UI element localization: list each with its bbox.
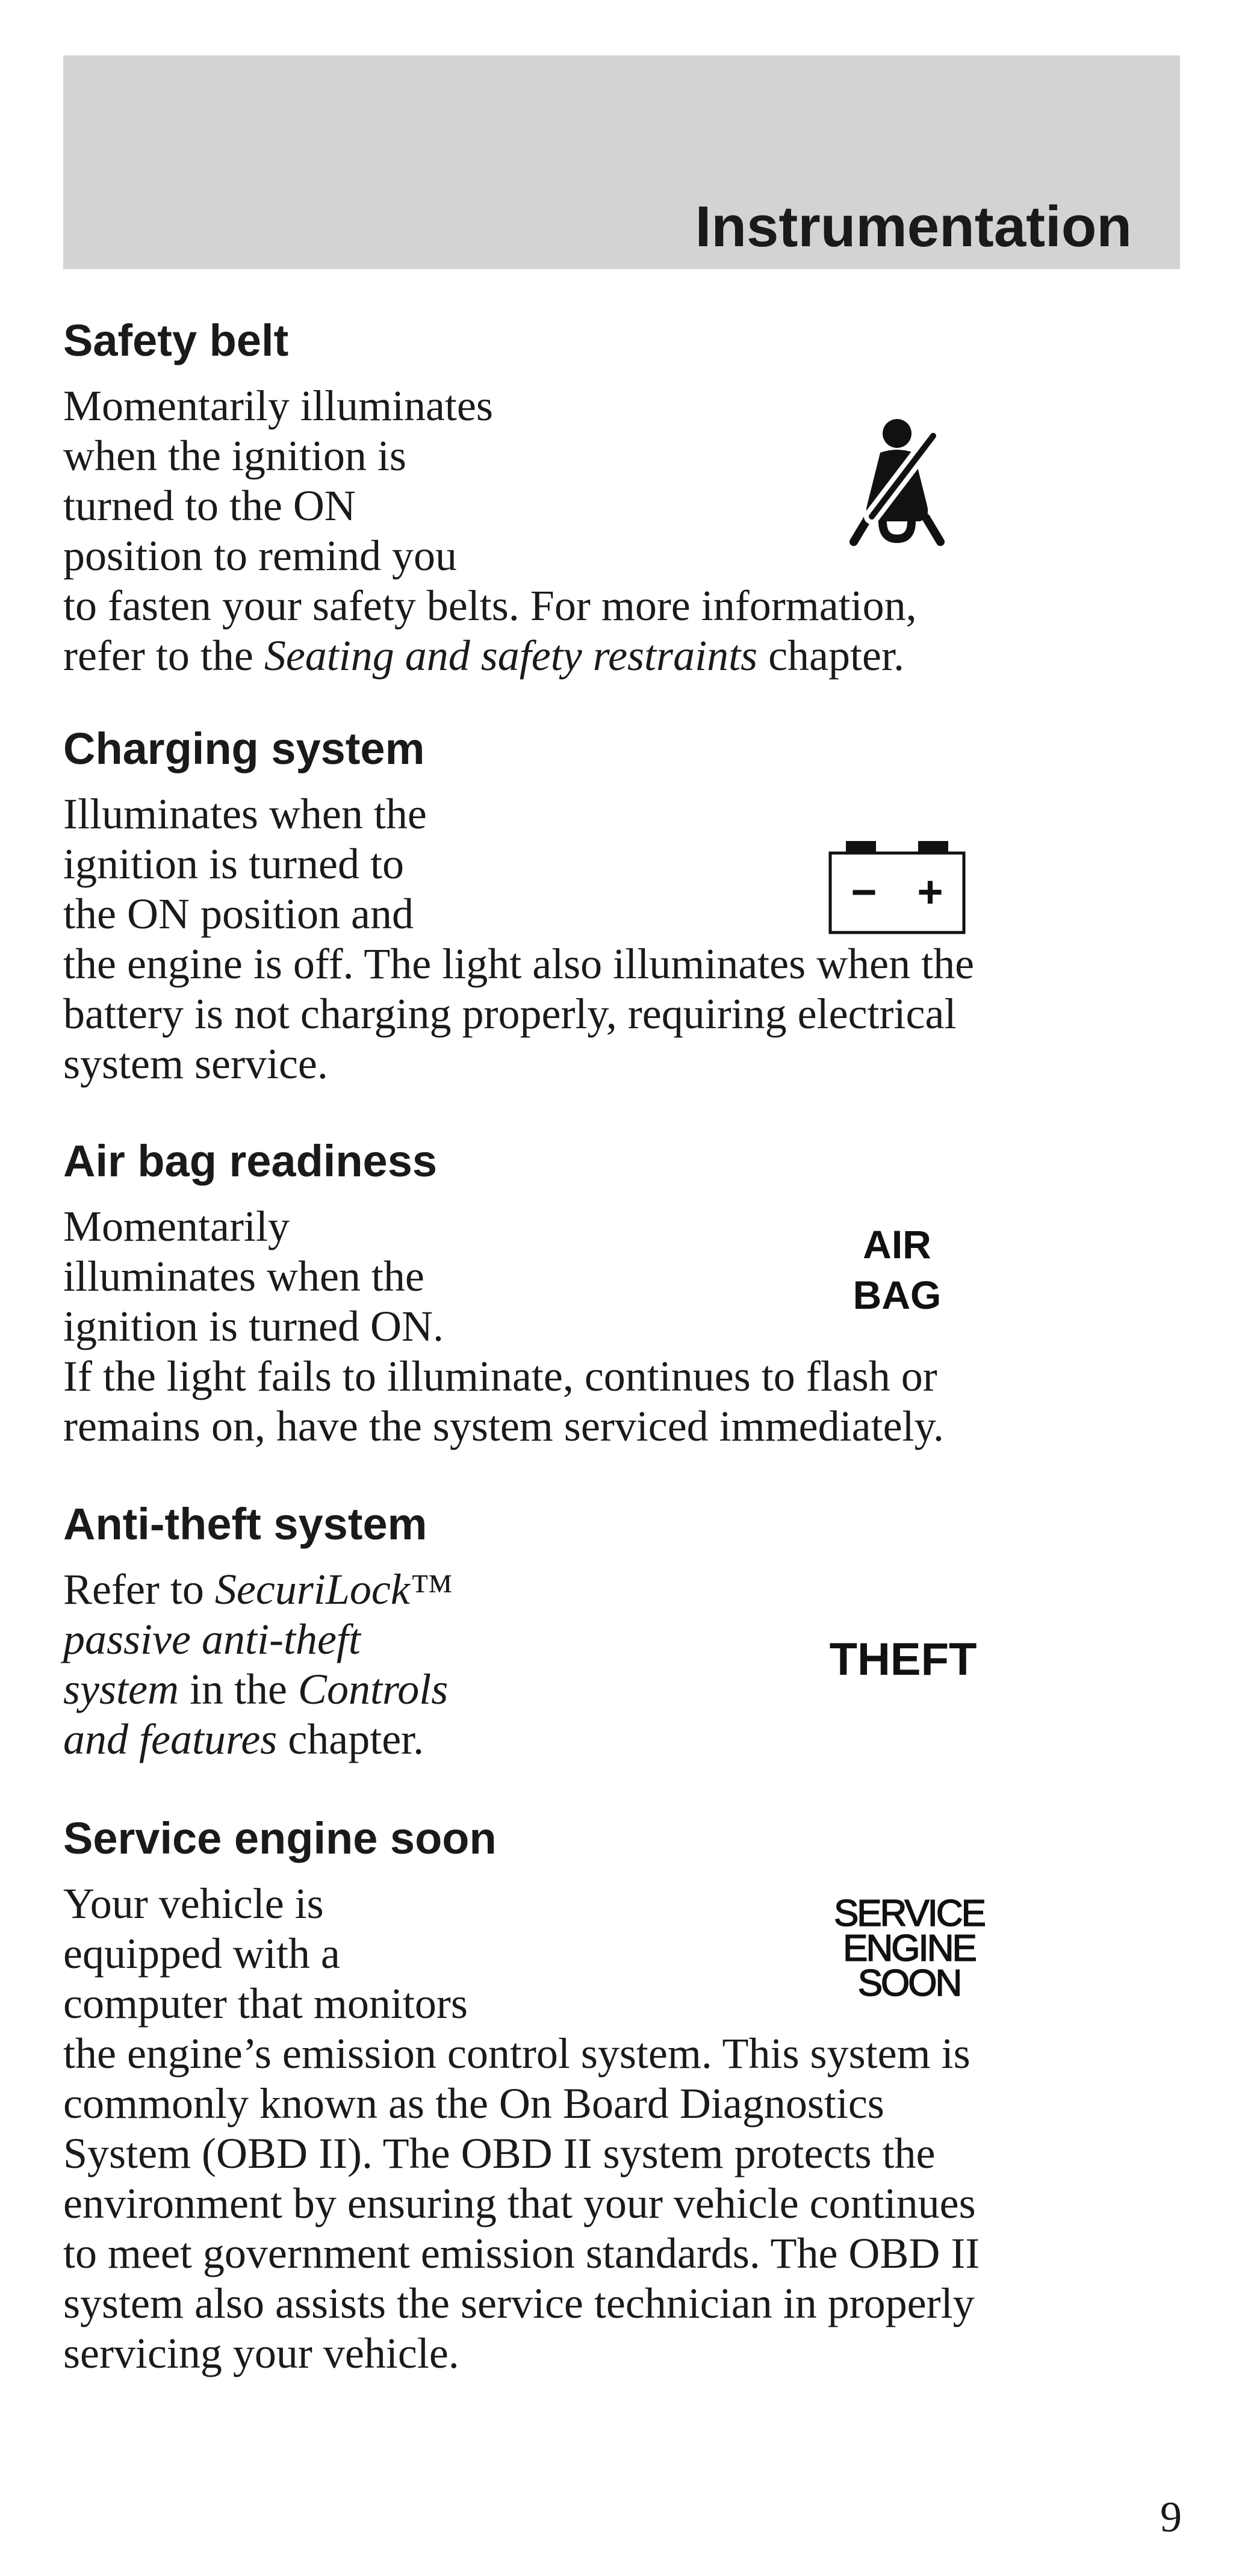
text-line [63,1565,1183,1615]
air-bag-indicator [831,1219,963,1320]
section-body [63,381,1183,681]
text-line [63,1665,1183,1715]
page-title: Instrumentation [695,194,1132,259]
service-engine-indicator [801,1893,1017,2004]
seatbelt-icon [843,415,951,548]
text-line [63,1715,1183,1764]
text-line: to fasten your safety belts. For more information, [63,581,917,630]
text-line: the ON position and [63,889,414,938]
text-line: Illuminates when the [63,789,427,838]
text-line: commonly known as the On Board Diagnostics [63,2079,884,2128]
section-anti-theft [63,1498,1183,1764]
text-fragment: refer to the [63,631,264,680]
section-body [63,1565,1183,1764]
section-title: Anti-theft system [63,1499,427,1549]
section-safety-belt [63,314,1183,681]
text-line: position to remind you [63,531,457,580]
text-line: servicing your vehicle. [63,2329,459,2377]
page-header [63,55,1180,269]
chapter-reference: and features [63,1715,278,1763]
indicator-line: AIR [863,1222,931,1267]
chapter-reference: Seating and safety restraints [264,631,758,680]
text-line: the engine’s emission control system. This system is [63,2029,971,2078]
section-title: Service engine soon [63,1813,497,1863]
text-line: battery is not charging properly, requiring electrical [63,989,957,1038]
text-fragment: Refer to [63,1565,215,1613]
indicator-line: ENGINE [843,1928,975,1969]
section-title: Safety belt [63,315,289,365]
text-line: turned to the ON [63,481,356,530]
battery-minus-label: − [851,867,877,917]
text-line: system also assists the service technician in properly [63,2279,975,2327]
text-line: computer that monitors [63,1979,468,2028]
text-line [63,1615,1183,1665]
section-air-bag [63,1135,1183,1451]
chapter-reference: Controls [297,1665,449,1713]
text-line: environment by ensuring that your vehicle continues [63,2179,976,2227]
text-fragment: chapter. [757,631,904,680]
system-name: passive anti-theft [63,1615,361,1663]
system-name: system [63,1665,179,1713]
system-name: SecuriLock™ [214,1565,453,1613]
text-line: when the ignition is [63,431,406,480]
section-title: Charging system [63,724,425,774]
section-body [63,1202,1183,1451]
section-charging-system [63,722,1183,1089]
section-body [63,789,1183,1089]
indicator-line: BAG [853,1273,942,1317]
text-line: the engine is off. The light also illuminates when the [63,939,975,988]
text-line: System (OBD II). The OBD II system protects the [63,2129,936,2177]
indicator-line: SERVICE [833,1893,985,1934]
battery-icon [828,840,966,936]
text-line: to meet government emission standards. The OBD II [63,2229,980,2277]
text-line: equipped with a [63,1929,340,1978]
text-line: If the light fails to illuminate, continues to flash or [63,1352,937,1400]
battery-plus-label: + [917,867,943,917]
text-line: ignition is turned ON. [63,1302,444,1350]
text-line: ignition is turned to [63,839,404,888]
text-fragment: chapter. [277,1715,424,1763]
text-line: illuminates when the [63,1252,424,1300]
text-line: Your vehicle is [63,1879,324,1928]
text-line: remains on, have the system serviced immediately. [63,1401,944,1450]
theft-indicator: THEFT [829,1634,977,1685]
text-fragment: in the [178,1665,298,1713]
text-line [63,631,1183,681]
section-title: Air bag readiness [63,1136,438,1186]
page-number: 9 [1160,2493,1182,2541]
text-line: system service. [63,1039,328,1088]
text-line: Momentarily illuminates [63,381,493,430]
text-line: Momentarily [63,1202,290,1250]
indicator-line: SOON [857,1963,961,2004]
